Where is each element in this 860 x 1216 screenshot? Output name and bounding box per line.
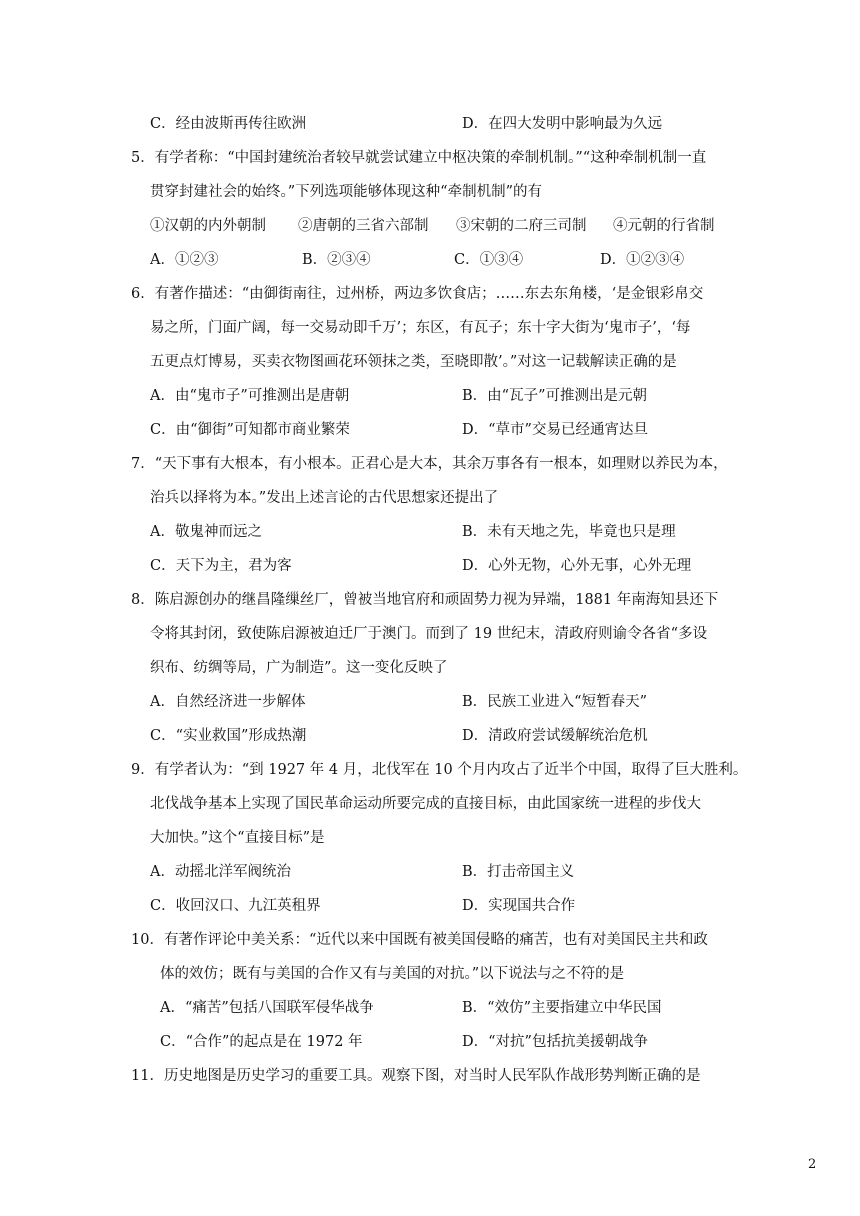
q8-option-b: B．民族工业进入“短暂春天”: [462, 694, 647, 710]
q5-stem-line-2: 贯穿封建社会的始终。”下列选项能够体现这种“牵制机制”的有: [150, 184, 542, 200]
q4-option-d: D．在四大发明中影响最为久远: [462, 116, 663, 132]
q7-option-a: A．敬鬼神而远之: [150, 524, 262, 540]
q6-option-a: A．由“鬼市子”可推测出是唐朝: [150, 388, 350, 404]
q7-option-c: C．天下为主，君为客: [150, 558, 292, 574]
q8-stem-line-1: 8．陈启源创办的继昌隆缫丝厂，曾被当地官府和顽固势力视为异端，1881 年南海知县还下: [131, 592, 719, 608]
q4-option-c: C．经由波斯再传往欧洲: [150, 116, 307, 132]
q6-option-c: C．由“御街”可知都市商业繁荣: [150, 422, 350, 438]
q6-stem-line-3: 五更点灯博易，买卖衣物图画花环领抹之类，至晓即散’。”对这一记载解读正确的是: [150, 354, 677, 370]
q9-option-d: D．实现国共合作: [462, 898, 576, 914]
q9-option-c: C．收回汉口、九江英租界: [150, 898, 321, 914]
q9-stem-line-3: 大加快。”这个“直接目标”是: [150, 830, 325, 846]
q5-option-d: D．①②③④: [600, 252, 685, 268]
q5-option-b: B．②③④: [302, 252, 371, 268]
q6-option-d: D．“草市”交易已经通宵达旦: [462, 422, 648, 438]
q10-option-a: A．“痛苦”包括八国联军侵华战争: [160, 1000, 374, 1016]
q5-option-a: A．①②③: [150, 252, 219, 268]
q10-option-b: B．“效仿”主要指建立中华民国: [462, 1000, 662, 1016]
q11-stem-line-1: 11．历史地图是历史学习的重要工具。观察下图，对当时人民军队作战形势判断正确的是: [131, 1068, 701, 1084]
q8-option-c: C．“实业救国”形成热潮: [150, 728, 307, 744]
q7-option-b: B．未有天地之先，毕竟也只是理: [462, 524, 676, 540]
q7-option-d: D．心外无物，心外无事，心外无理: [462, 558, 692, 574]
q9-stem-line-1: 9．有学者认为：“到 1927 年 4 月，北伐军在 10 个月内攻占了近半个中国，取得了巨大胜利。: [131, 762, 748, 778]
q9-option-a: A．动摇北洋军阀统治: [150, 864, 291, 880]
page-number: 2: [808, 1157, 817, 1172]
q5-stem-line-1: 5．有学者称：“中国封建统治者较早就尝试建立中枢决策的牵制机制。”“这种牵制机制一直: [131, 150, 707, 166]
q5-item-4: ④元朝的行省制: [613, 218, 715, 234]
q5-item-3: ③宋朝的二府三司制: [456, 218, 587, 234]
q6-option-b: B．由“瓦子”可推测出是元朝: [462, 388, 647, 404]
q10-option-d: D．“对抗”包括抗美援朝战争: [462, 1034, 648, 1050]
q5-option-c: C．①③④: [454, 252, 524, 268]
q6-stem-line-2: 易之所，门面广阔，每一交易动即千万’；东区，有瓦子；东十字大街为‘鬼市子’，‘每: [150, 320, 691, 336]
q5-item-2: ②唐朝的三省六部制: [298, 218, 429, 234]
q10-option-c: C．“合作”的起点是在 1972 年: [160, 1034, 363, 1050]
q6-stem-line-1: 6．有著作描述：“由御街南往，过州桥，两边多饮食店；……东去东角楼，‘是金银彩帛交: [131, 286, 704, 302]
q8-stem-line-3: 织布、纺绸等局，广为制造”。这一变化反映了: [150, 660, 448, 676]
q9-stem-line-2: 北伐战争基本上实现了国民革命运动所要完成的直接目标，由此国家统一进程的步伐大: [150, 796, 701, 812]
q9-option-b: B．打击帝国主义: [462, 864, 575, 880]
q8-stem-line-2: 令将其封闭，致使陈启源被迫迁厂于澳门。而到了 19 世纪末，清政府则谕令各省“多设: [150, 626, 708, 642]
q10-stem-line-1: 10．有著作评论中美关系：“近代以来中国既有被美国侵略的痛苦，也有对美国民主共和政: [131, 932, 708, 948]
q7-stem-line-1: 7．“天下事有大根本，有小根本。正君心是大本，其余万事各有一根本，如理财以养民为本，: [131, 456, 728, 472]
q8-option-a: A．自然经济进一步解体: [150, 694, 306, 710]
q10-stem-line-2: 体的效仿；既有与美国的合作又有与美国的对抗。”以下说法与之不符的是: [160, 966, 625, 982]
q8-option-d: D．清政府尝试缓解统治危机: [462, 728, 648, 744]
q7-stem-line-2: 治兵以择将为本。”发出上述言论的古代思想家还提出了: [150, 490, 499, 506]
q5-item-1: ①汉朝的内外朝制: [150, 218, 266, 234]
